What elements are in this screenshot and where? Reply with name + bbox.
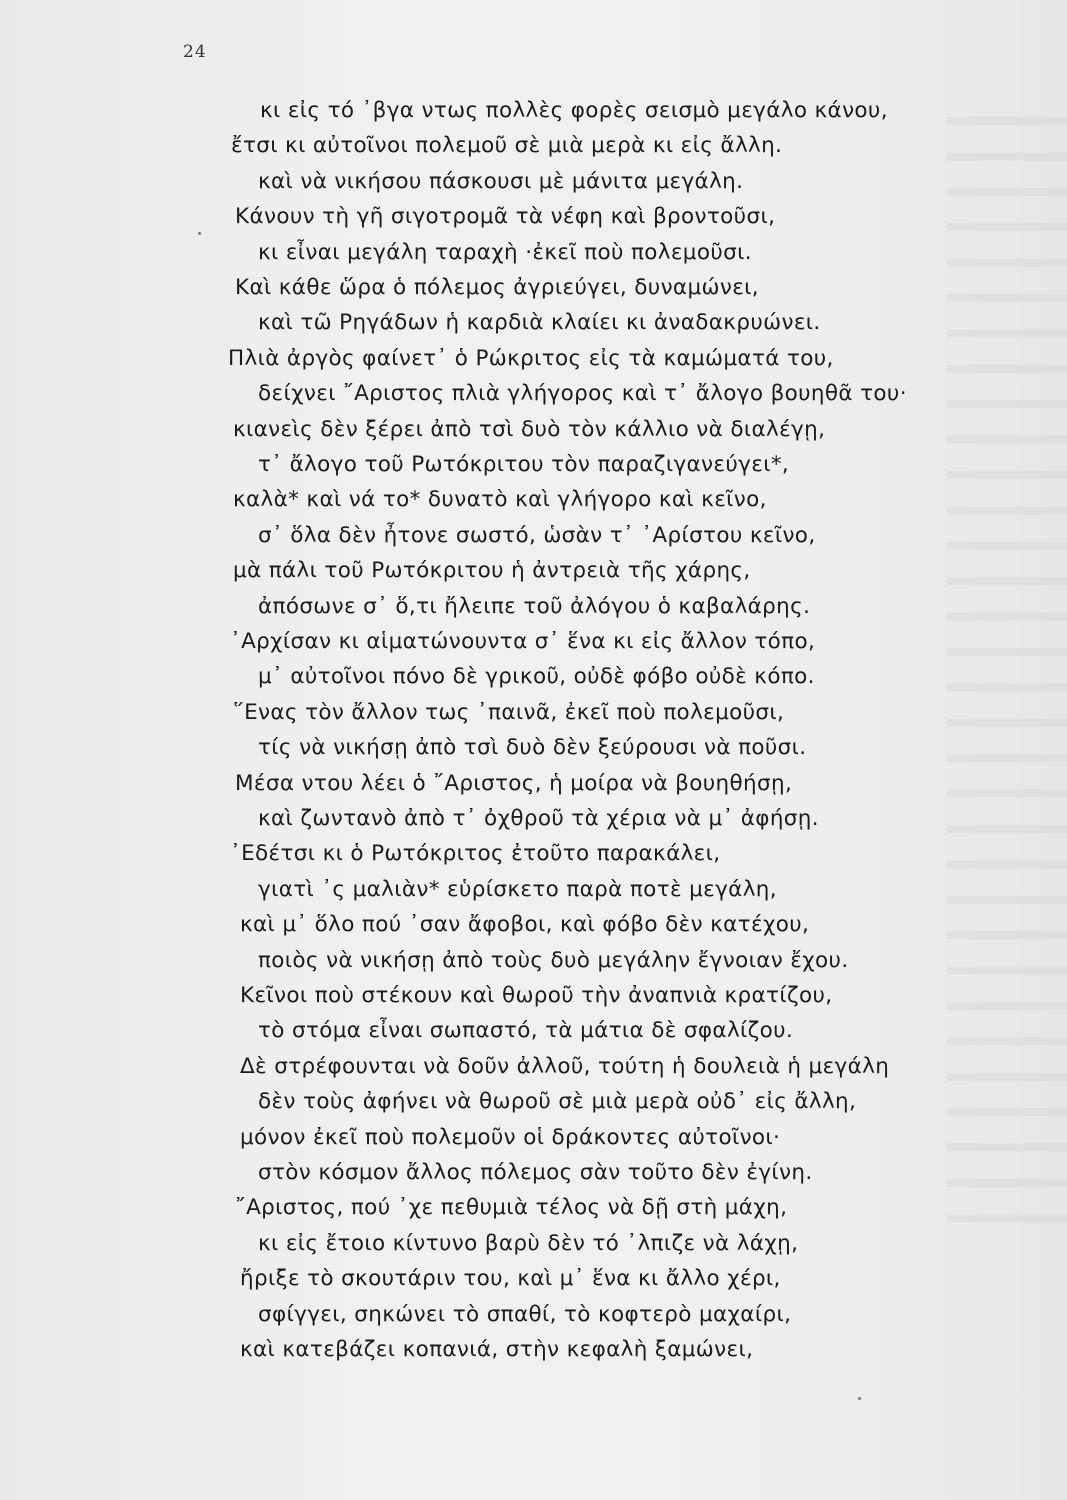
verse-line: σ᾿ ὅλα δὲν ἦτονε σωστό, ὡσὰν τ᾿ ᾿Αρίστου κεῖνο,: [258, 522, 816, 548]
verse-line: δείχνει ῎Αριστος πλιὰ γλήγορος καὶ τ᾿ ἄλογο βουηθᾶ του·: [258, 381, 907, 407]
verse-line: Κάνουν τὴ γῆ σιγοτρομᾶ τὰ νέφη καὶ βροντοῦσι,: [235, 204, 776, 230]
verse-line: κι εἰς τό ᾿βγα ντως πολλὲς φορὲς σεισμὸ μεγάλο κάνου,: [260, 98, 888, 123]
verse-line: καὶ μ᾿ ὅλο πού ᾿σαν ἄφοβοι, καὶ φόβο δὲν κατέχου,: [240, 912, 810, 938]
verse-line: κι εἰς ἔτοιο κίντυνο βαρὺ δὲν τό ᾿λπιζε νὰ λάχῃ,: [258, 1230, 799, 1256]
verse-line: καὶ τῶ Ρηγάδων ἡ καρδιὰ κλαίει κι ἀναδακρυώνει.: [258, 310, 821, 336]
verse-line: τ᾿ ἄλογο τοῦ Ρωτόκριτου τὸν παραζιγανεύγει*,: [258, 452, 790, 477]
verse-line: τὸ στόμα εἶναι σωπαστό, τὰ μάτια δὲ σφαλίζου.: [258, 1018, 794, 1044]
verse-line: ἔτσι κι αὐτοῖνοι πολεμοῦ σὲ μιὰ μερὰ κι εἰς ἄλλη.: [231, 133, 783, 159]
verse-line: ποιὸς νὰ νικήσῃ ἀπὸ τοὺς δυὸ μεγάλην ἔγνοιαν ἔχου.: [258, 947, 849, 973]
verse-line: κιανεὶς δὲν ξέρει ἀπὸ τσὶ δυὸ τὸν κάλλιο νὰ διαλέγῃ,: [233, 416, 826, 442]
paper-speck: [858, 1397, 861, 1400]
verse-line: Κεῖνοι ποὺ στέκουν καὶ θωροῦ τὴν ἀναπνιὰ κρατίζου,: [240, 983, 833, 1008]
verse-line: κι εἶναι μεγάλη ταραχὴ ·ἐκεῖ ποὺ πολεμοῦσι.: [258, 239, 752, 265]
page-number: 24: [183, 42, 207, 62]
verse-line: Μέσα ντου λέει ὁ ῎Αριστος, ἡ μοίρα νὰ βουηθήσῃ,: [235, 770, 793, 796]
verse-line: γιατὶ ᾿ς μαλιὰν* εὑρίσκετο παρὰ ποτὲ μεγάλη,: [258, 876, 777, 902]
verse-line: Δὲ στρέφουνται νὰ δοῦν ἀλλοῦ, τούτη ἡ δουλειὰ ἡ μεγάλη: [240, 1053, 890, 1079]
verse-line: μ᾿ αὐτοῖνοι πόνο δὲ γρικοῦ, οὐδὲ φόβο οὐδὲ κόπο.: [258, 664, 815, 690]
verse-line: ᾿Εδέτσι κι ὁ Ρωτόκριτος ἐτοῦτο παρακάλει,: [230, 841, 721, 867]
verse-line: ῞Ενας τὸν ἄλλον τως ᾿παινᾶ, ἐκεῖ ποὺ πολεμοῦσι,: [233, 699, 785, 725]
verse-line: στὸν κόσμον ἄλλος πόλεμος σὰν τοῦτο δὲν ἐγίνη.: [258, 1160, 813, 1185]
verse-line: καὶ κατεβάζει κοπανιά, στὴν κεφαλὴ ξαμώνει,: [240, 1337, 754, 1362]
verse-line: καὶ νὰ νικήσου πάσκουσι μὲ μάνιτα μεγάλη.: [258, 168, 744, 194]
verse-line: δὲν τοὺς ἀφήνει νὰ θωροῦ σὲ μιὰ μερὰ οὐδ᾿ εἰς ἄλλη,: [258, 1089, 857, 1115]
paper-speck: [198, 232, 201, 235]
verse-line: ῎Αριστος, πού ᾿χε πεθυμιὰ τέλος νὰ δῇ στὴ μάχη,: [235, 1195, 788, 1221]
verse-line: σφίγγει, σηκώνει τὸ σπαθί, τὸ κοφτερὸ μαχαίρι,: [258, 1301, 792, 1327]
verse-line: καλὰ* καὶ νά το* δυνατὸ καὶ γλήγορο καὶ κεῖνο,: [233, 487, 767, 513]
verse-line: καὶ ζωντανὸ ἀπὸ τ᾿ ὀχθροῦ τὰ χέρια νὰ μ᾿ ἀφήσῃ.: [258, 806, 819, 831]
verse-line: ἤριξε τὸ σκουτάριν του, καὶ μ᾿ ἕνα κι ἄλλο χέρι,: [240, 1266, 781, 1292]
verse-line: ᾿Αρχίσαν κι αἱματώνουντα σ᾿ ἕνα κι εἰς ἄλλον τόπο,: [230, 629, 816, 654]
show-through-shadow: [947, 95, 1067, 1245]
verse-line: μόνον ἐκεῖ ποὺ πολεμοῦν οἱ δράκοντες αὐτοῖνοι·: [240, 1124, 781, 1150]
verse-line: ἀπόσωνε σ᾿ ὅ,τι ἤλειπε τοῦ ἀλόγου ὁ καβαλάρης.: [258, 593, 811, 619]
verse-line: τίς νὰ νικήσῃ ἀπὸ τσὶ δυὸ δὲν ξεύρουσι νὰ ποῦσι.: [258, 735, 807, 761]
verse-line: μὰ πάλι τοῦ Ρωτόκριτου ἡ ἀντρειὰ τῆς χάρης,: [233, 558, 751, 584]
verse-line: Πλιὰ ἀργὸς φαίνετ᾿ ὁ Ρώκριτος εἰς τὰ καμώματά του,: [228, 345, 834, 371]
verse-line: Καὶ κάθε ὥρα ὁ πόλεμος ἀγριεύγει, δυναμώνει,: [235, 275, 759, 300]
